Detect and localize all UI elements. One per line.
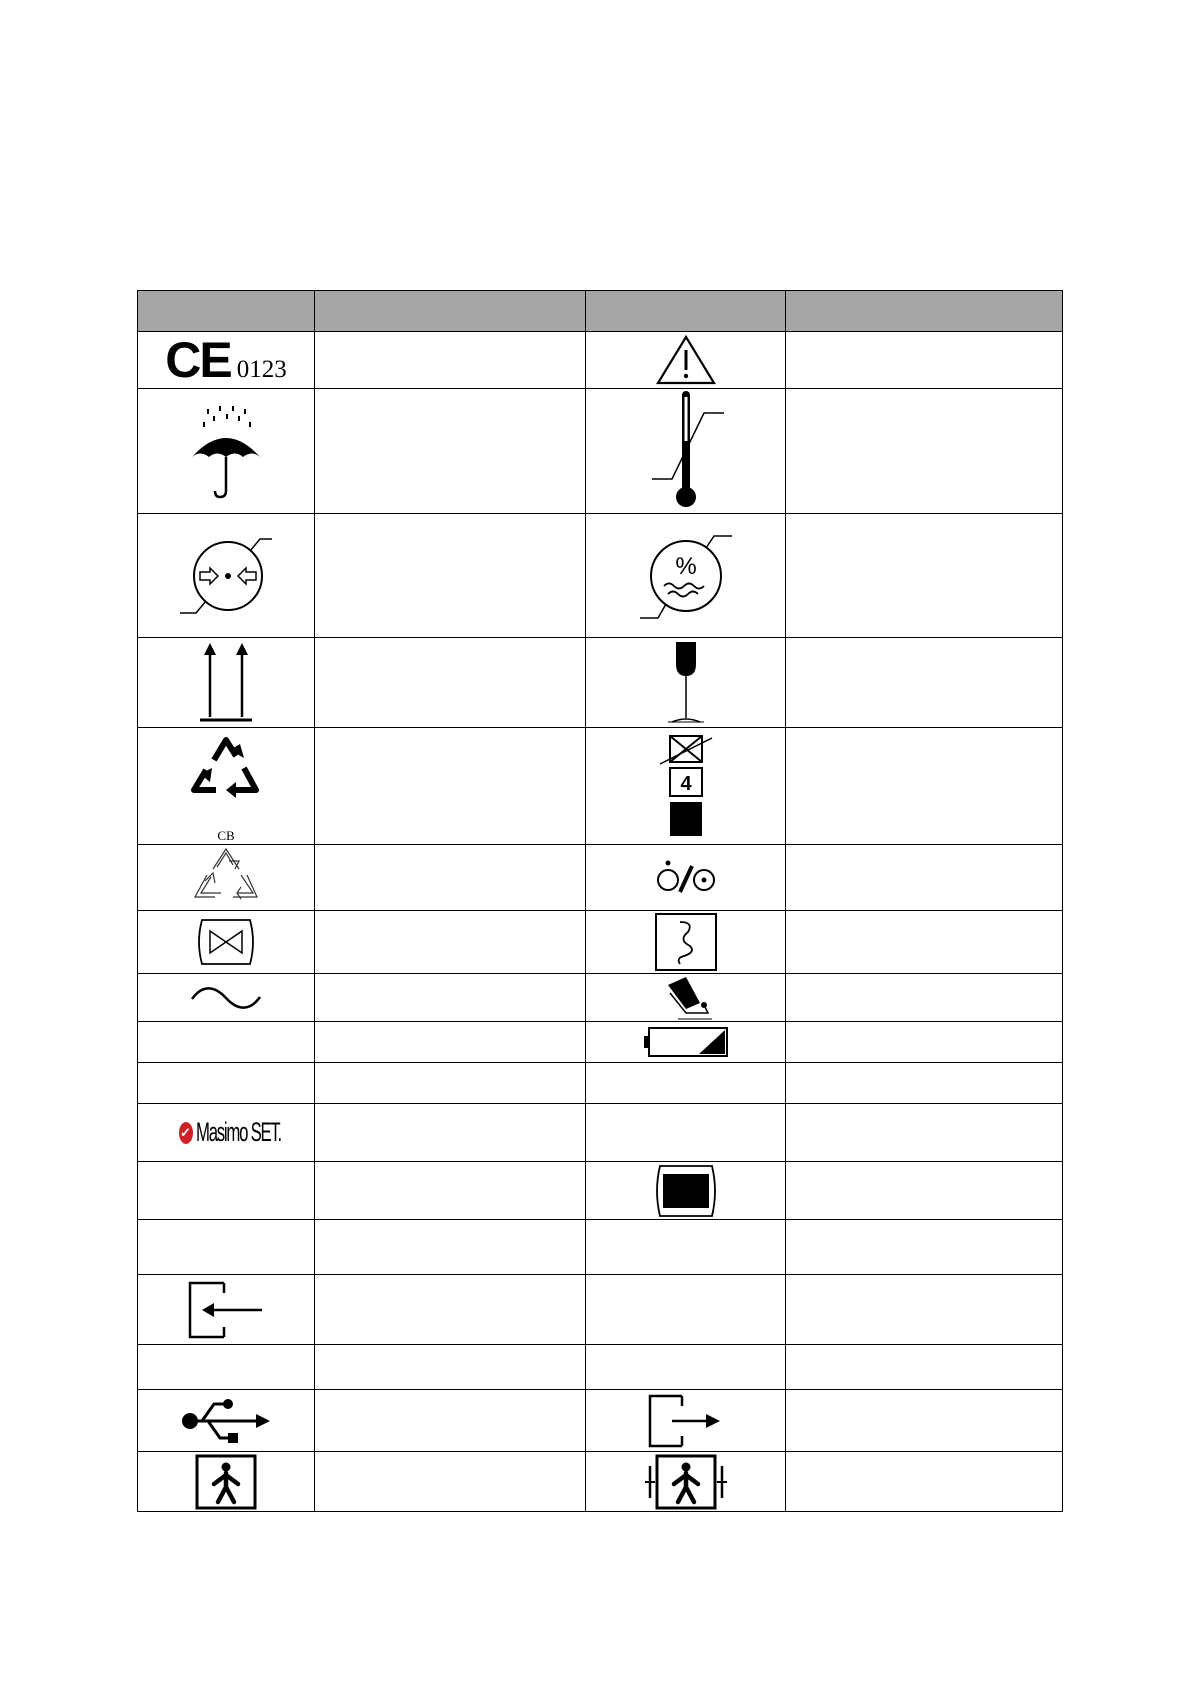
svg-text:%: % <box>674 552 697 580</box>
symbol-table <box>137 290 1063 1512</box>
header-cell <box>315 291 586 332</box>
display-screen-icon <box>652 1164 720 1218</box>
table-row <box>138 1220 1063 1275</box>
stacking-limit-icon <box>656 734 716 838</box>
description-cell <box>315 1063 586 1104</box>
description-cell <box>786 728 1063 845</box>
table-row <box>138 1345 1063 1390</box>
usb-icon <box>180 1396 272 1446</box>
symbol-cell <box>138 389 315 514</box>
description-cell <box>315 1104 586 1162</box>
description-cell <box>786 1275 1063 1345</box>
ce-mark-icon: CE 0123 <box>165 332 287 388</box>
table-row <box>138 1022 1063 1063</box>
symbol-cell <box>586 1345 786 1390</box>
table-row <box>138 845 1063 911</box>
defibrillation-proof-bf-icon <box>643 1454 729 1510</box>
symbol-cell <box>138 845 315 911</box>
table-row <box>138 974 1063 1022</box>
description-cell <box>786 1063 1063 1104</box>
table-row <box>138 1104 1063 1162</box>
symbol-cell <box>586 514 786 638</box>
temperature-limit-icon <box>646 391 726 511</box>
table-row <box>138 1162 1063 1220</box>
symbol-cell <box>138 911 315 974</box>
symbol-cell <box>138 638 315 728</box>
description-cell <box>786 1452 1063 1512</box>
description-cell <box>786 514 1063 638</box>
symbol-cell <box>138 514 315 638</box>
table-row <box>138 1063 1063 1104</box>
equipotential-display-icon <box>194 918 258 966</box>
symbol-cell <box>586 911 786 974</box>
header-cell <box>786 291 1063 332</box>
recycle-cb-icon <box>186 728 266 828</box>
table-row <box>138 332 1063 389</box>
header-cell <box>586 291 786 332</box>
warning-triangle-icon <box>655 334 717 386</box>
table-row <box>138 1390 1063 1452</box>
header-row <box>138 291 1063 332</box>
waveform-key-icon <box>654 912 718 972</box>
description-cell <box>786 1162 1063 1220</box>
recycle-outline-icon <box>193 847 259 909</box>
symbol-cell <box>138 1345 315 1390</box>
symbol-cell <box>138 1452 315 1512</box>
description-cell <box>315 1345 586 1390</box>
logo-mark-icon: ✓ <box>179 1122 193 1144</box>
description-cell <box>315 1390 586 1452</box>
symbol-cell <box>138 1275 315 1345</box>
description-cell <box>315 514 586 638</box>
description-cell <box>315 389 586 514</box>
symbol-cell <box>138 1063 315 1104</box>
alternating-current-icon <box>188 983 264 1013</box>
symbol-cell <box>586 1104 786 1162</box>
table-row <box>138 389 1063 514</box>
table-row <box>138 911 1063 974</box>
symbol-cell <box>586 638 786 728</box>
symbol-cell <box>138 1220 315 1275</box>
stack-limit-number: 4 <box>679 773 692 795</box>
table-row <box>138 638 1063 728</box>
description-cell <box>786 1104 1063 1162</box>
symbol-cell <box>138 974 315 1022</box>
type-bf-applied-part-icon <box>195 1454 257 1510</box>
signal-output-icon <box>648 1394 724 1448</box>
description-cell <box>315 845 586 911</box>
symbol-cell <box>586 1162 786 1220</box>
symbol-cell <box>138 332 315 389</box>
description-cell <box>786 1345 1063 1390</box>
fragile-glass-icon <box>656 640 716 726</box>
description-cell <box>786 845 1063 911</box>
description-cell <box>315 728 586 845</box>
table-row <box>138 514 1063 638</box>
description-cell <box>315 332 586 389</box>
header-cell <box>138 291 315 332</box>
description-cell <box>315 1162 586 1220</box>
description-cell <box>786 332 1063 389</box>
symbol-cell <box>586 1452 786 1512</box>
description-cell <box>786 1390 1063 1452</box>
description-cell <box>786 974 1063 1022</box>
symbol-cell <box>138 728 315 845</box>
description-cell <box>315 911 586 974</box>
description-cell <box>786 1220 1063 1275</box>
symbol-cell <box>138 1390 315 1452</box>
description-cell <box>315 1452 586 1512</box>
symbol-cell <box>586 1022 786 1063</box>
description-cell <box>786 638 1063 728</box>
nibp-cuff-icon <box>656 975 716 1021</box>
table-row <box>138 1275 1063 1345</box>
symbol-cell <box>586 1220 786 1275</box>
description-cell <box>786 911 1063 974</box>
description-cell <box>315 1022 586 1063</box>
atmospheric-pressure-limit-icon <box>176 531 276 621</box>
description-cell <box>315 638 586 728</box>
recycle-code-label: CB <box>217 828 235 843</box>
symbol-cell <box>586 1275 786 1345</box>
table-row <box>138 1452 1063 1512</box>
symbol-cell <box>586 845 786 911</box>
keep-dry-umbrella-icon <box>189 403 263 499</box>
symbol-cell <box>586 389 786 514</box>
signal-input-icon <box>188 1281 264 1339</box>
description-cell <box>315 1220 586 1275</box>
symbol-cell <box>586 728 786 845</box>
symbol-cell <box>586 332 786 389</box>
table-row <box>138 728 1063 845</box>
symbol-cell <box>138 1104 315 1162</box>
description-cell <box>315 1275 586 1345</box>
symbol-cell <box>586 1390 786 1452</box>
battery-status-icon <box>643 1026 729 1058</box>
masimo-set-logo: ✓ Masimo SET. <box>180 1117 281 1147</box>
humidity-limit-icon <box>636 526 736 626</box>
symbol-cell <box>586 974 786 1022</box>
symbol-cell <box>138 1162 315 1220</box>
power-on-off-icon <box>654 858 718 898</box>
description-cell <box>786 389 1063 514</box>
symbol-cell <box>138 1022 315 1063</box>
description-cell <box>786 1022 1063 1063</box>
this-way-up-icon <box>196 641 256 725</box>
description-cell <box>315 974 586 1022</box>
symbol-cell <box>586 1063 786 1104</box>
